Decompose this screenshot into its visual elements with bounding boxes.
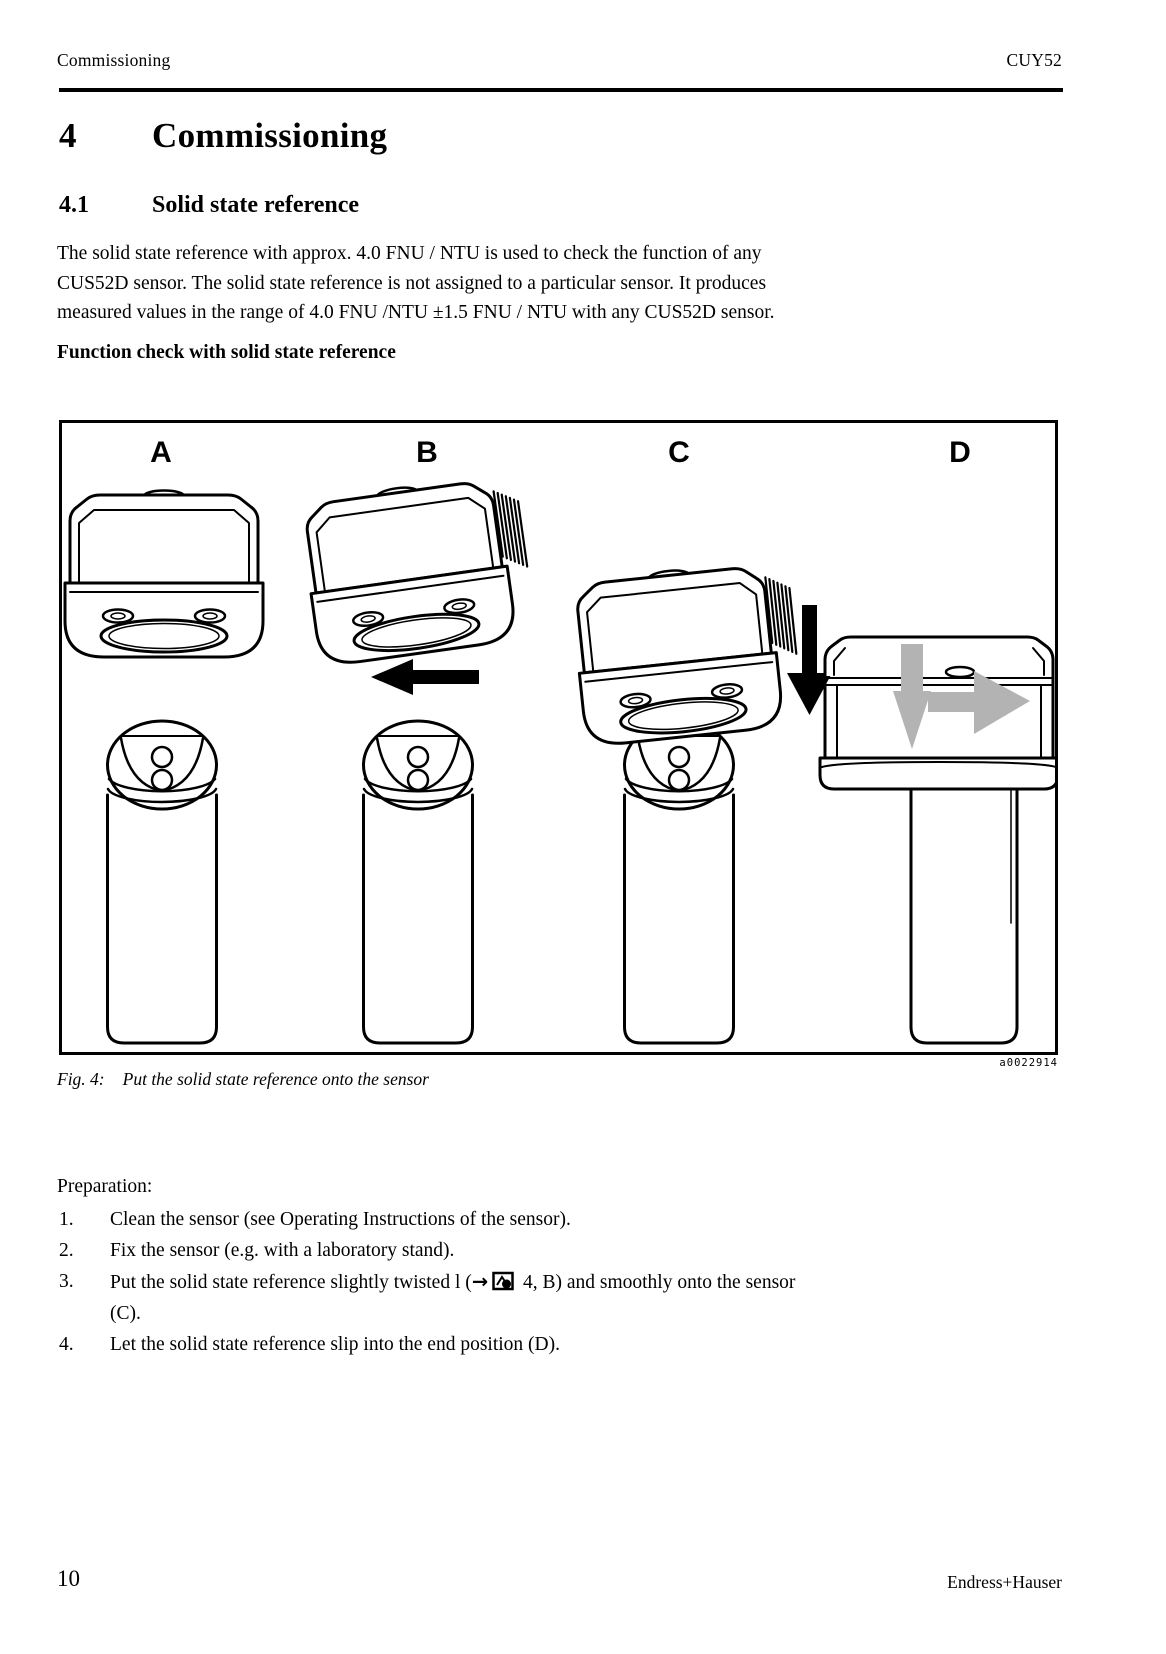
step-number: 2. (59, 1240, 74, 1261)
step-text: Clean the sensor (see Operating Instructions of the sensor). (110, 1209, 571, 1230)
step-text (110, 1272, 795, 1293)
figure-caption (57, 1069, 429, 1090)
preparation-step (59, 1204, 1019, 1235)
header-rule (59, 88, 1063, 92)
arrow-right-icon: → (471, 1270, 489, 1293)
section-title: Solid state reference (152, 192, 360, 218)
figure-caption-text: Put the solid state reference onto the sensor (122, 1069, 429, 1089)
step-text-pre: Put the solid state reference slightly twisted l ( (110, 1272, 472, 1293)
intro-line: CUS52D sensor. The solid state reference is not assigned to a particular sensor. It produces (57, 272, 767, 294)
step-text: Let the solid state reference slip into the end position (D). (110, 1334, 560, 1355)
footer-company: Endress+Hauser (947, 1572, 1062, 1592)
header-section-label: Commissioning (57, 50, 171, 70)
step-text: Fix the sensor (e.g. with a laboratory stand). (110, 1240, 455, 1261)
preparation-step (59, 1329, 1019, 1360)
figure-image-code: a0022914 (999, 1057, 1058, 1069)
section-number: 4.1 (59, 192, 89, 218)
panel-a-cap (65, 491, 263, 658)
intro-line: The solid state reference with approx. 4.0 FNU / NTU is used to check the function of any (57, 243, 762, 264)
preparation-list (59, 1204, 1019, 1360)
footer-page-number: 10 (57, 1566, 80, 1591)
panel-a-sensor (108, 721, 217, 1043)
preparation-title: Preparation: (57, 1176, 153, 1197)
chapter-number: 4 (59, 116, 77, 155)
panel-b-sensor (364, 721, 473, 1043)
panel-c-cap (570, 559, 804, 747)
step-number: 4. (59, 1334, 74, 1355)
move-left-arrow (371, 659, 479, 695)
function-check-heading: Function check with solid state reference (57, 342, 396, 363)
step-continuation: (C). (110, 1303, 141, 1324)
step-number: 1. (59, 1209, 74, 1230)
figure-label-c: C (668, 436, 690, 469)
preparation-step (59, 1235, 1019, 1266)
figure-illustration (62, 423, 1055, 1052)
panel-c-sensor (625, 721, 734, 1043)
preparation-step (59, 1266, 1019, 1329)
figure-label-b: B (416, 436, 438, 469)
figure-label-d: D (949, 436, 971, 469)
figure-label-a: A (150, 436, 172, 469)
figure-reference-icon (492, 1271, 514, 1291)
figure-frame (59, 420, 1058, 1055)
panel-b-cap (298, 472, 537, 667)
step-number: 3. (59, 1271, 74, 1292)
figure-caption-label: Fig. 4: (57, 1069, 105, 1089)
intro-paragraph (57, 239, 1047, 328)
chapter-title: Commissioning (152, 116, 388, 155)
step-text-post: 4, B) and smoothly onto the sensor (518, 1272, 796, 1293)
header-product-label: CUY52 (1006, 50, 1062, 70)
intro-line: measured values in the range of 4.0 FNU /NTU ±1.5 FNU / NTU with any CUS52D sensor. (57, 302, 775, 323)
